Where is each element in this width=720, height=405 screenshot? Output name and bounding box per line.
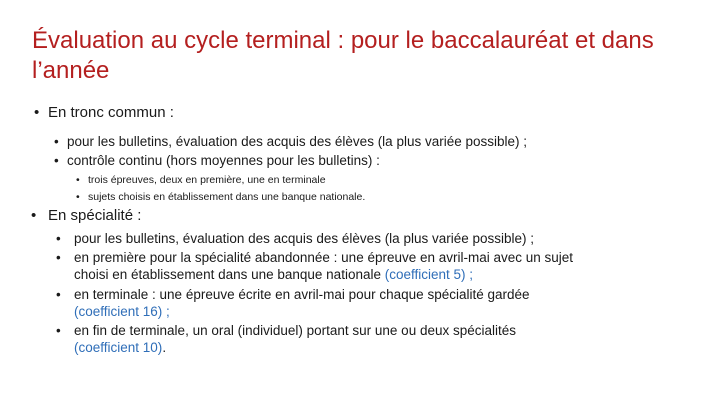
tronc-commun-heading: [34, 104, 174, 122]
specialite-item-3: [56, 286, 530, 304]
coefficient-badge: (coefficient 5) ;: [384, 267, 474, 282]
bullet: •: [56, 250, 61, 265]
bullet: •: [54, 134, 59, 149]
specialite-item-2-line-1: en première pour la spécialité abandonnée : une épreuve en avril-mai avec un sujet: [74, 250, 574, 265]
specialite-item-4-continuation: [74, 339, 166, 357]
specialite-item-2: [56, 249, 573, 267]
coefficient-badge: (coefficient 16) ;: [74, 304, 170, 319]
tronc-subsub-item-2-text: sujets choisis en établissement dans une banque nationale.: [88, 191, 366, 203]
specialite-item-2-continuation: [74, 266, 473, 284]
specialite-item-4: [56, 322, 516, 340]
bullet: •: [54, 153, 59, 168]
tronc-sub-item-2: [54, 152, 380, 170]
bullet: •: [76, 191, 80, 203]
specialite-label: En spécialité :: [48, 207, 142, 224]
specialite-heading: [31, 207, 141, 225]
bullet: •: [34, 104, 40, 121]
tronc-commun-label: En tronc commun :: [48, 104, 174, 121]
bullet: •: [76, 174, 80, 186]
specialite-item-3-continuation: [74, 303, 170, 321]
tronc-sub-item-1: [54, 133, 527, 151]
tronc-subsub-item-1: [76, 173, 326, 188]
specialite-item-2-line-2: choisi en établissement dans une banque nationale: [74, 267, 385, 282]
slide-title: Évaluation au cycle terminal : pour le baccalauréat et dans l’année: [32, 27, 654, 84]
bullet: •: [56, 287, 61, 302]
specialite-item-1: [56, 230, 534, 248]
tronc-subsub-item-1-text: trois épreuves, deux en première, une en terminale: [88, 174, 326, 186]
specialite-item-4-line-1: en fin de terminale, un oral (individuel) portant sur une ou deux spécialités: [74, 323, 517, 338]
coefficient-badge: (coefficient 10): [74, 340, 163, 355]
specialite-item-4-period: .: [162, 340, 167, 355]
bullet: •: [56, 231, 61, 246]
bullet: •: [56, 323, 61, 338]
tronc-subsub-item-2: [76, 190, 365, 205]
specialite-item-3-line-1: en terminale : une épreuve écrite en avril-mai pour chaque spécialité gardée: [74, 287, 530, 302]
tronc-sub-item-2-text: contrôle continu (hors moyennes pour les bulletins) :: [67, 153, 380, 168]
specialite-item-1-text: pour les bulletins, évaluation des acquis des élèves (la plus variée possible) ;: [74, 231, 535, 246]
bullet: •: [31, 207, 37, 224]
tronc-sub-item-1-text: pour les bulletins, évaluation des acquis des élèves (la plus variée possible) ;: [67, 134, 528, 149]
